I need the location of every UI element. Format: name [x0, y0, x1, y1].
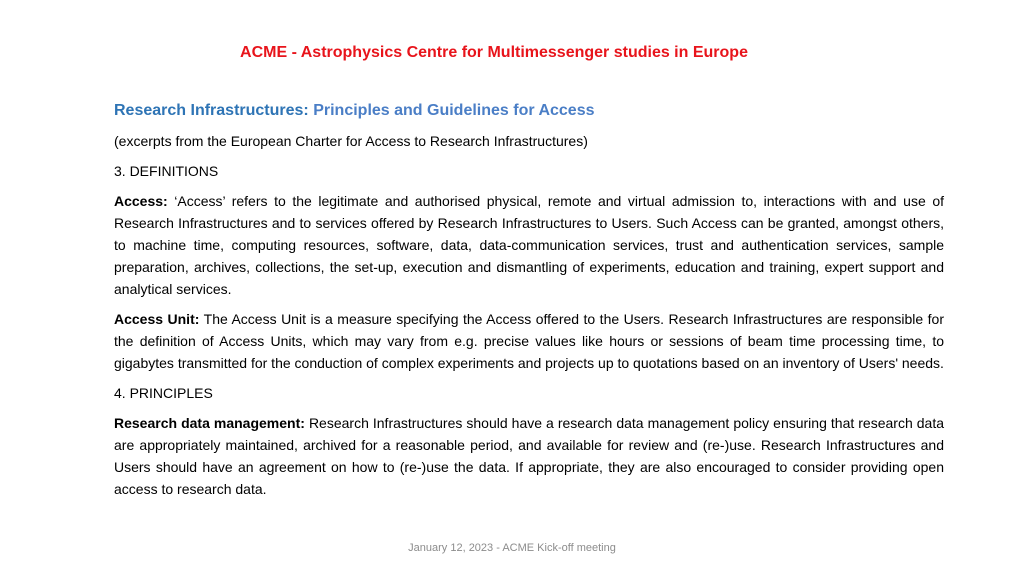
- slide-content: [114, 100, 944, 508]
- heading-prefix: Research Infrastructures:: [114, 102, 309, 119]
- principles-label: 4. PRINCIPLES: [114, 385, 213, 401]
- access-term: Access:: [114, 193, 168, 209]
- access-unit-term: Access Unit:: [114, 311, 200, 327]
- heading-subtitle: Principles and Guidelines for Access: [313, 102, 595, 119]
- slide-footer: January 12, 2023 - ACME Kick-off meeting: [408, 542, 616, 554]
- access-definition: [114, 190, 944, 300]
- slide-title: ACME - Astrophysics Centre for Multimessenger studies in Europe: [240, 44, 748, 61]
- data-management-term: Research data management:: [114, 415, 305, 431]
- definitions-label: 3. DEFINITIONS: [114, 163, 219, 179]
- excerpt-note: (excerpts from the European Charter for Access to Research Infrastructures): [114, 133, 588, 149]
- access-unit-definition: [114, 308, 944, 374]
- data-management-text: Research Infrastructures should have a research data management policy ensuring that research data are appropriately maintained, archived for a reasonable period, and available for review and (re-)use. Research Infrastructures and Users should have an agreement on how to (re-)use the data. If appropriate, they are also encouraged to consider providing open access to research data.: [114, 415, 945, 497]
- section-heading: [114, 100, 944, 122]
- access-text: ‘Access’ refers to the legitimate and authorised physical, remote and virtual admission to, interactions with and use of Research Infrastructures and to services offered by Research Infrastructures to Users. Such Access can be granted, amongst others, to machine time, computing resources, software, data, data-communication services, trust and authentication services, sample preparation, archives, collections, the set-up, execution and dismantling of experiments, education and training, expert support and analytical services.: [114, 193, 945, 297]
- data-management-principle: [114, 412, 944, 500]
- access-unit-text: The Access Unit is a measure specifying the Access offered to the Users. Research Infrastructures are responsible for the definition of Access Units, which may vary from e.g. precise values like hours or sessions of beam time processing time, to gigabytes transmitted for the conduction of complex experiments and projects up to quotations based on an inventory of Users' needs.: [114, 311, 945, 371]
